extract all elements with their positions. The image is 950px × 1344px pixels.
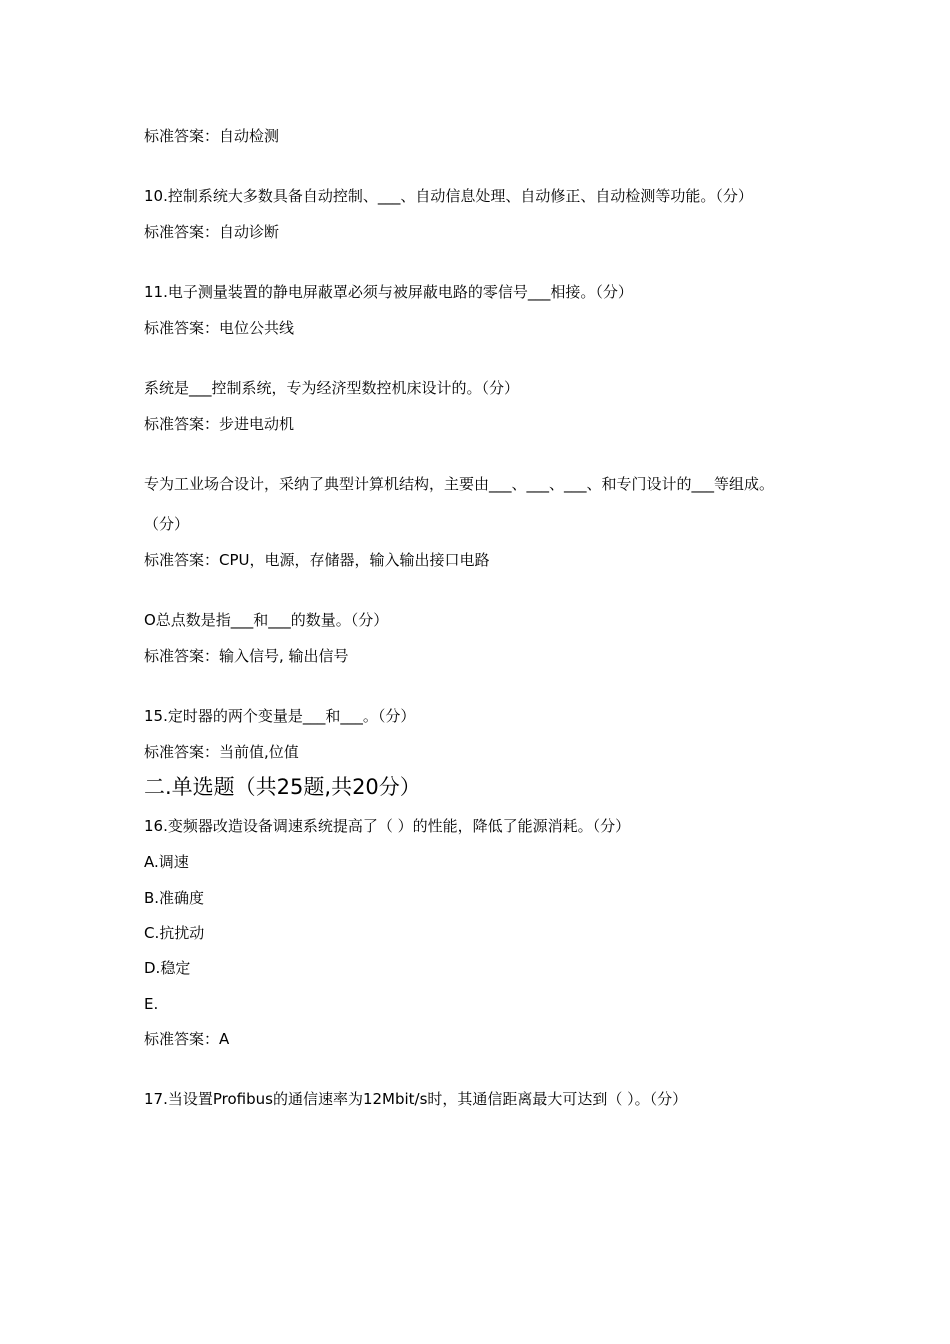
answer-line: 标准答案：当前值,位值 xyxy=(144,743,299,761)
question-14: O总点数是指___和___的数量。（分） xyxy=(144,611,389,629)
section-heading: 二.单选题（共25题,共20分） xyxy=(144,775,421,799)
option-b: B.准确度 xyxy=(144,889,205,907)
answer-line: 标准答案：CPU，电源，存储器，输入输出接口电路 xyxy=(144,551,490,569)
answer-line: 标准答案：输入信号, 输出信号 xyxy=(144,647,349,665)
option-d: D.稳定 xyxy=(144,959,191,977)
option-e: E. xyxy=(144,995,159,1013)
question-16: 16.变频器改造设备调速系统提高了（ ）的性能，降低了能源消耗。（分） xyxy=(144,817,631,835)
question-17: 17.当设置Profibus的通信速率为12Mbit/s时，其通信距离最大可达到（ ）。（分） xyxy=(144,1090,688,1108)
question-11: 11.电子测量装置的静电屏蔽罩必须与被屏蔽电路的零信号___相接。（分） xyxy=(144,283,633,301)
answer-line: 标准答案：电位公共线 xyxy=(144,319,295,337)
answer-line: 标准答案：步进电动机 xyxy=(144,415,295,433)
option-a: A.调速 xyxy=(144,853,189,871)
answer-line: 标准答案：自动检测 xyxy=(144,127,280,145)
question-13: 专为工业场合设计，采纳了典型计算机结构，主要由___、___、___、和专门设计的___等组成。 xyxy=(144,475,775,493)
answer-line: 标准答案：A xyxy=(144,1030,230,1048)
answer-line: 标准答案：自动诊断 xyxy=(144,223,280,241)
option-c: C.抗扰动 xyxy=(144,924,205,942)
question-13-continuation: （分） xyxy=(144,515,190,533)
question-15: 15.定时器的两个变量是___和___。（分） xyxy=(144,707,416,725)
question-10: 10.控制系统大多数具备自动控制、___、自动信息处理、自动修正、自动检测等功能。（分） xyxy=(144,187,753,205)
question-12: 系统是___控制系统，专为经济型数控机床设计的。（分） xyxy=(144,379,520,397)
